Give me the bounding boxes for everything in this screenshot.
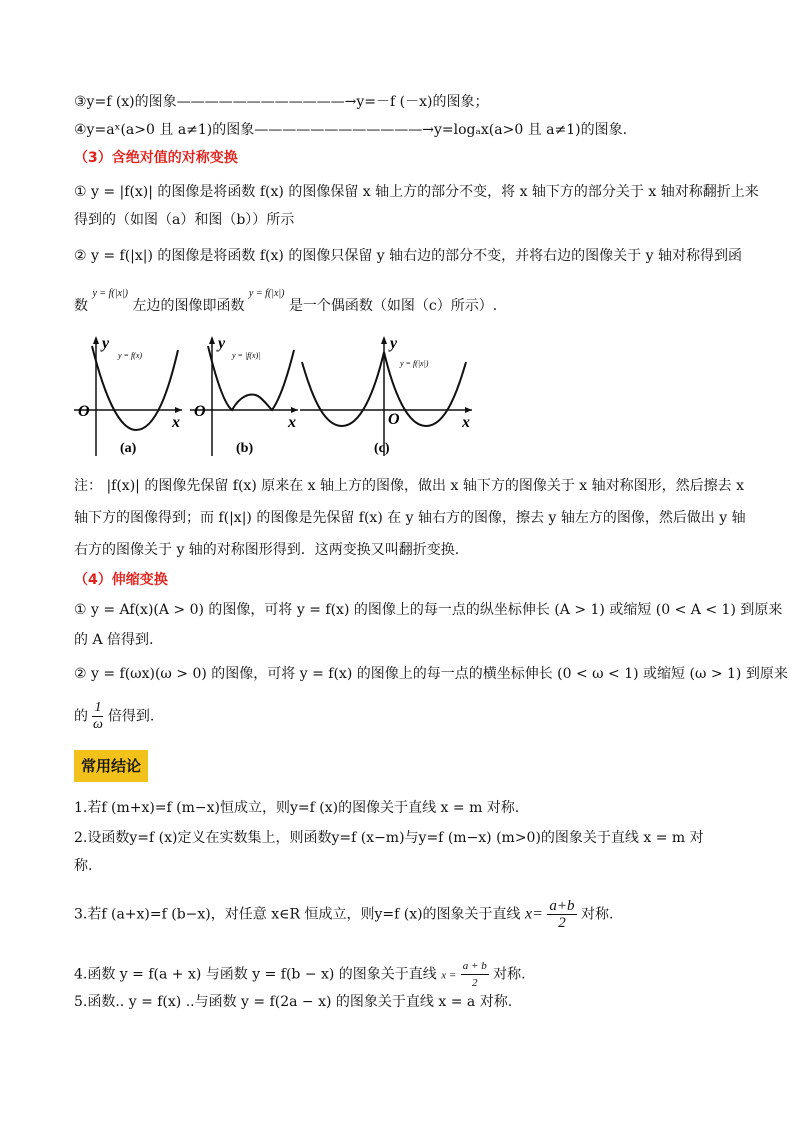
conclusion-3 (74, 898, 740, 931)
origin-label: O (388, 411, 400, 428)
fraction (547, 898, 576, 931)
note-line-3: 右方的图像关于 y 轴的对称图形得到．这两变换又叫翻折变换. (74, 542, 460, 558)
x-label: x (462, 414, 470, 431)
x-axis-arrow (175, 407, 182, 413)
section-tag: 常用结论 (74, 750, 148, 782)
function-label: y = f(|x|) (400, 359, 429, 368)
text-segment: 是一个偶函数（如图（c）所示）. (288, 298, 498, 314)
text-segment: 3.若f (a+x)=f (b−x)，对任意 x∈R 恒成立，则y=f (x)的图象关于直线 (74, 906, 521, 923)
text-segment: 左边的图像即函数 (132, 298, 245, 314)
section-heading-absolute: （3）含绝对值的对称变换 (74, 150, 238, 166)
transform-line-3: ③y=f (x)的图象————————————→y=－f (－x)的图象； (74, 94, 489, 110)
note-line-1: 注： |f(x)| 的图像先保留 f(x) 原来在 x 轴上方的图像，做出 x 轴下方的图像关于 x 轴对称图形，然后擦去 x (74, 478, 744, 494)
function-label: y = f(x) (118, 351, 143, 360)
text-segment: 对称. (493, 966, 526, 983)
origin-label: O (194, 403, 206, 420)
x-label: x (288, 414, 296, 431)
x-label: x (172, 414, 180, 431)
origin-label: O (78, 403, 90, 420)
text-segment: 对称. (580, 906, 614, 923)
fraction-denominator: ω (93, 717, 103, 732)
graph-c (300, 334, 476, 458)
formula: y = f(|x|) (248, 288, 285, 299)
x-axis-arrow (291, 407, 298, 413)
y-axis-arrow (93, 336, 99, 344)
x-axis-arrow (465, 407, 472, 413)
graph-caption: (c) (374, 441, 390, 456)
text-segment: 4.函数 y = f(a + x) 与函数 y = f(b − x) 的图象关于直线 (74, 966, 437, 983)
text-segment: 的 (74, 708, 88, 725)
fraction-numerator: a+b (549, 898, 575, 914)
text-segment: 倍得到. (107, 708, 155, 725)
paragraph-scale-1-cont: 的 A 倍得到. (74, 632, 154, 648)
fraction-numerator: a + b (461, 958, 489, 975)
conclusion-2-cont: 称. (74, 858, 93, 874)
conclusion-5: 5.函数.. y = f(x) ..与函数 y = f(2a − x) 的图象关于直线 x = a 对称. (74, 994, 513, 1010)
function-label: y = |f(x)| (232, 351, 261, 360)
graph-a (74, 334, 186, 458)
paragraph-scale-2-cont (74, 700, 740, 733)
y-label: y (218, 335, 226, 352)
conclusion-1: 1.若f (m+x)=f (m−x)恒成立，则y=f (x)的图像关于直线 x = m 对称. (74, 800, 520, 816)
fraction-numerator: 1 (94, 700, 102, 715)
y-axis-arrow (381, 336, 387, 344)
y-label: y (102, 335, 110, 352)
formula-lhs: x= (525, 905, 543, 923)
transform-line-4: ④y=aˣ(a>0 且 a≠1)的图象————————————→y=logₐx(a>0 且 a≠1)的图象. (74, 122, 628, 138)
paragraph-abs-1: ① y = |f(x)| 的图像是将函数 f(x) 的图像保留 x 轴上方的部分不变，将 x 轴下方的部分关于 x 轴对称翻折上来 (74, 184, 759, 200)
paragraph-scale-2: ② y = f(ωx)(ω > 0) 的图像，可将 y = f(x) 的图像上的每一点的横坐标伸长 (0 < ω < 1) 或缩短 (ω > 1) 到原来 (74, 666, 788, 682)
text-segment: 数 (74, 298, 88, 314)
conclusion-4 (74, 958, 740, 991)
fraction (461, 958, 489, 991)
section-heading-scaling: （4）伸缩变换 (74, 572, 168, 588)
graph-caption: (a) (120, 441, 137, 456)
conclusion-2: 2.设函数y=f (x)定义在实数集上，则函数y=f (x−m)与y=f (m−x) (m>0)的图象关于直线 x = m 对 (74, 830, 704, 846)
fraction-denominator: 2 (472, 977, 478, 989)
formula-lhs: x = (441, 969, 457, 982)
graph-caption: (b) (236, 441, 254, 456)
graph-b (190, 334, 302, 458)
paragraph-abs-2: ② y = f(|x|) 的图像是将函数 f(x) 的图像只保留 y 轴右边的部分不变，并将右边的图像关于 y 轴对称得到函 (74, 248, 742, 264)
note-line-2: 轴下方的图像得到；而 f(|x|) 的图像是先保留 f(x) 在 y 轴右方的图像，擦去 y 轴左方的图像，然后做出 y 轴 (74, 510, 746, 526)
paragraph-abs-2-cont (74, 288, 740, 318)
fraction (92, 700, 103, 733)
fraction-denominator: 2 (558, 915, 566, 931)
formula: y = f(|x|) (92, 288, 129, 299)
y-axis-arrow (209, 336, 215, 344)
y-label: y (390, 335, 398, 352)
paragraph-scale-1: ① y = Af(x)(A > 0) 的图像，可将 y = f(x) 的图像上的每一点的纵坐标伸长 (A > 1) 或缩短 (0 < A < 1) 到原来 (74, 602, 783, 618)
paragraph-abs-1-cont: 得到的（如图（a）和图（b））所示 (74, 212, 295, 228)
